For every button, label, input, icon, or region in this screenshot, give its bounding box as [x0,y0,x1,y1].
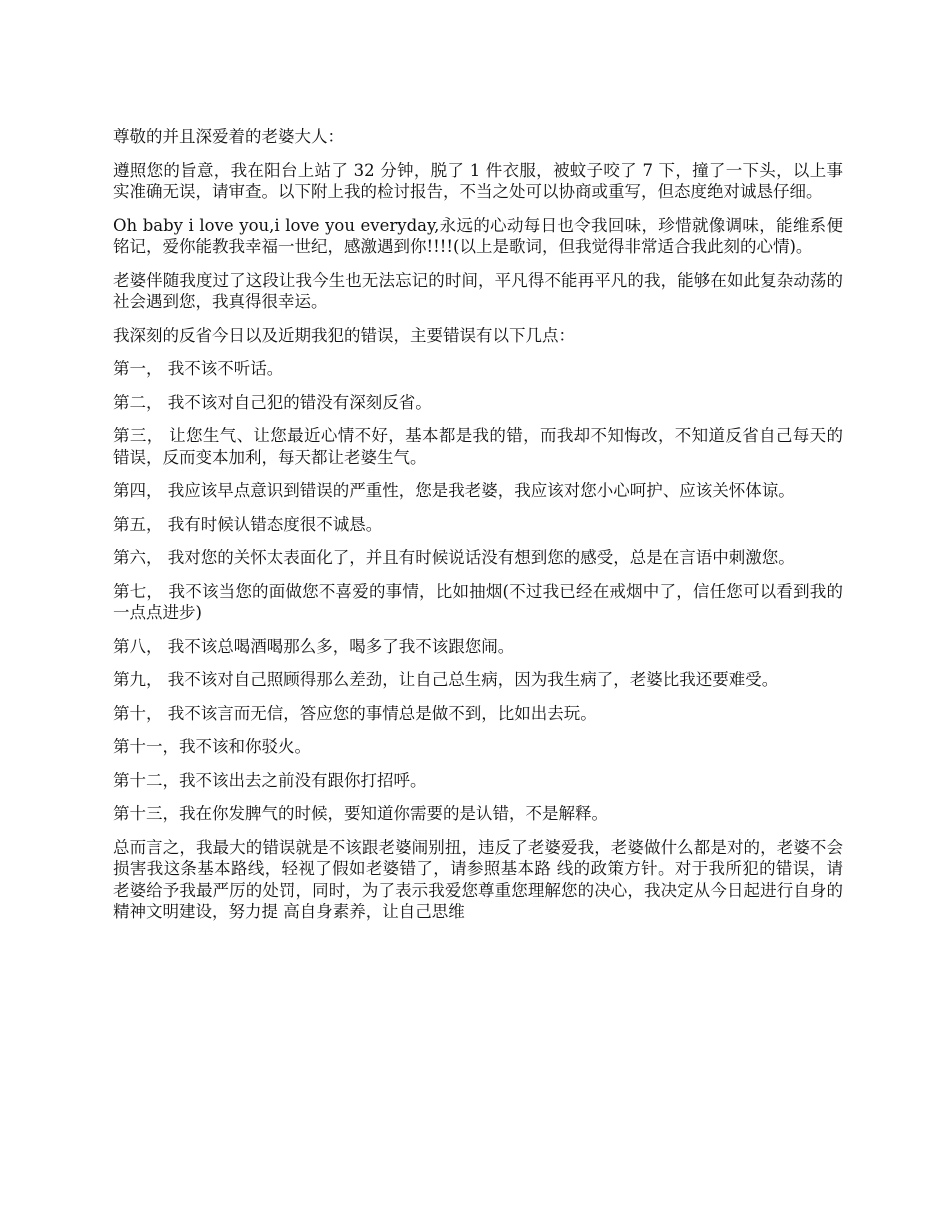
reflection-paragraph: 我深刻的反省今日以及近期我犯的错误，主要错误有以下几点： [113,325,575,345]
salutation: 尊敬的并且深爱着的老婆大人： [113,127,344,146]
conclusion-paragraph: 总而言之，我最大的错误就是不该跟老婆闹别扭，违反了老婆爱我，老婆做什么都是对的，老婆不会损害我这条基本路线，轻视了假如老婆错了，请参照基本路 线的政策方针。对于我所犯的错误，请老婆给予我最严厉的处罚，同时，为了表示我爱您尊重您理解您的决心，我决定从今日起进行自身的精神文明建设，努力提 高自身素养，让自己思维 [113,837,843,921]
mistake-item: 第七， 我不该当您的面做您不喜爱的事情，比如抽烟(不过我已经在戒烟中了，信任您可以看到我的一点点进步) [113,581,843,622]
mistake-item: 第十三，我在你发脾气的时候，要知道你需要的是认错，不是解释。 [113,804,608,823]
lyrics-paragraph: Oh baby i love you,i love you everyday,永远的心动每日也令我回味，珍惜就像调味，能维系便铭记，爱你能教我幸福一世纪，感激遇到你!!!!(以上是歌词，但我觉得非常适合我此刻的心情)。 [113,215,843,256]
mistake-item: 第五， 我有时候认错态度很不诚恳。 [113,514,383,534]
mistake-item: 第四， 我应该早点意识到错误的严重性，您是我老婆，我应该对您小心呵护、应该关怀体谅。 [113,481,795,500]
mistake-item: 第一， 我不该不听话。 [113,359,284,378]
mistake-item: 第二， 我不该对自己犯的错没有深刻反省。 [113,392,432,412]
mistake-item: 第三， 让您生气、让您最近心情不好，基本都是我的错，而我却不知悔改，不知道反省自己每天的错误，反而变本加利，每天都让老婆生气。 [113,426,843,467]
intro-paragraph: 遵照您的旨意，我在阳台上站了 32 分钟，脱了 1 件衣服，被蚊子咬了 7 下，撞了一下头，以上事实准确无误，请审查。以下附上我的检讨报告，不当之处可以协商或重写，但态度绝对诚恳仔细。 [113,160,843,201]
document-body [113,126,843,935]
mistake-item: 第十一，我不该和你驳火。 [113,737,311,756]
mistake-item: 第九， 我不该对自己照顾得那么差劲，让自己总生病，因为我生病了，老婆比我还要难受。 [113,670,779,689]
mistake-item: 第八， 我不该总喝酒喝那么多，喝多了我不该跟您闹。 [113,636,515,656]
mistake-item: 第六， 我对您的关怀太表面化了，并且有时候说话没有想到您的感受，总是在言语中刺激您。 [113,548,795,567]
mistake-item: 第十二，我不该出去之前没有跟你打招呼。 [113,770,427,790]
gratitude-paragraph: 老婆伴随我度过了这段让我今生也无法忘记的时间，平凡得不能再平凡的我，能够在如此复杂动荡的社会遇到您，我真得很幸运。 [113,270,843,311]
mistake-item: 第十， 我不该言而无信，答应您的事情总是做不到，比如出去玩。 [113,703,597,723]
